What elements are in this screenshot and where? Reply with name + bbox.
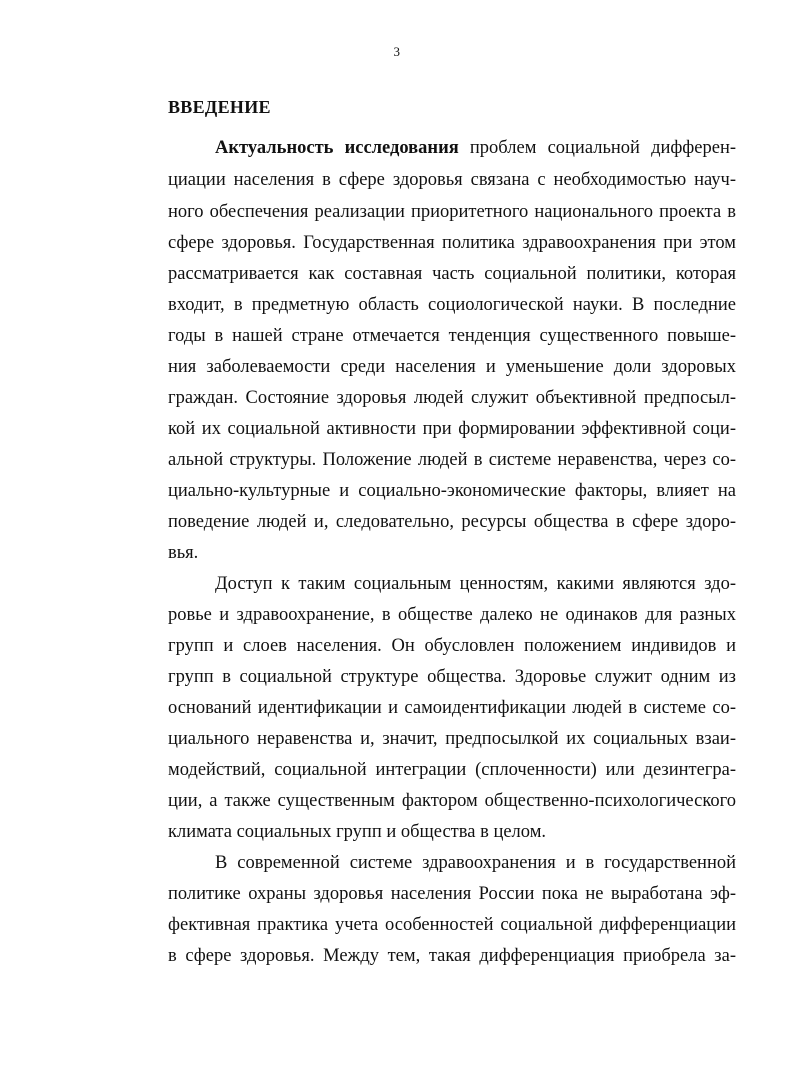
text-line: входит, в предметную область социологической науки. В последние xyxy=(168,295,736,315)
text-line: Актуальность исследования проблем социальной дифферен- xyxy=(215,138,737,158)
text-line: фективная практика учета особенностей социальной дифференциации xyxy=(168,915,736,935)
text-line: ции, а также существенным фактором общественно-психологического xyxy=(168,791,736,811)
text-line: сфере здоровья. Государственная политика здравоохранения при этом xyxy=(168,233,736,253)
text-line: циального неравенства и, значит, предпосылкой их социальных взаи- xyxy=(168,729,736,749)
text-line: групп и слоев населения. Он обусловлен положением индивидов и xyxy=(168,636,736,656)
bold-lead-text: Актуальность исследования xyxy=(215,138,459,158)
text-line: ного обеспечения реализации приоритетного национального проекта в xyxy=(168,202,736,222)
text-line: граждан. Состояние здоровья людей служит объективной предпосыл- xyxy=(168,388,736,408)
text-line: климата социальных групп и общества в целом. xyxy=(168,822,547,842)
text-line: поведение людей и, следовательно, ресурсы общества в сфере здоро- xyxy=(168,512,736,532)
text-line: В современной системе здравоохранения и в государственной xyxy=(215,853,736,873)
section-heading: ВВЕДЕНИЕ xyxy=(168,97,271,117)
page-number: 3 xyxy=(393,44,401,59)
text-line: Доступ к таким социальным ценностям, какими являются здо- xyxy=(215,574,736,594)
text-line: вья. xyxy=(168,543,199,563)
text-line: модействий, социальной интеграции (сплоченности) или дезинтегра- xyxy=(168,760,736,780)
text-line: в сфере здоровья. Между тем, такая дифференциация приобрела за- xyxy=(168,946,736,966)
text-line: циации населения в сфере здоровья связана с необходимостью науч- xyxy=(168,170,736,190)
text-line: оснований идентификации и самоидентификации людей в системе со- xyxy=(168,698,736,718)
text-line: годы в нашей стране отмечается тенденция существенного повыше- xyxy=(168,326,736,346)
text-line: кой их социальной активности при формировании эффективной соци- xyxy=(168,419,736,439)
text-line: политике охраны здоровья населения России пока не выработана эф- xyxy=(168,884,736,904)
text-line: групп в социальной структуре общества. Здоровье служит одним из xyxy=(168,667,736,687)
text-line: альной структуры. Положение людей в системе неравенства, через со- xyxy=(168,450,736,470)
text-line: ния заболеваемости среди населения и уменьшение доли здоровых xyxy=(168,357,736,377)
text-line: ровье и здравоохранение, в обществе далеко не одинаков для разных xyxy=(168,605,736,625)
text-line: циально-культурные и социально-экономические факторы, влияет на xyxy=(168,481,736,501)
text-line: рассматривается как составная часть социальной политики, которая xyxy=(168,264,736,284)
